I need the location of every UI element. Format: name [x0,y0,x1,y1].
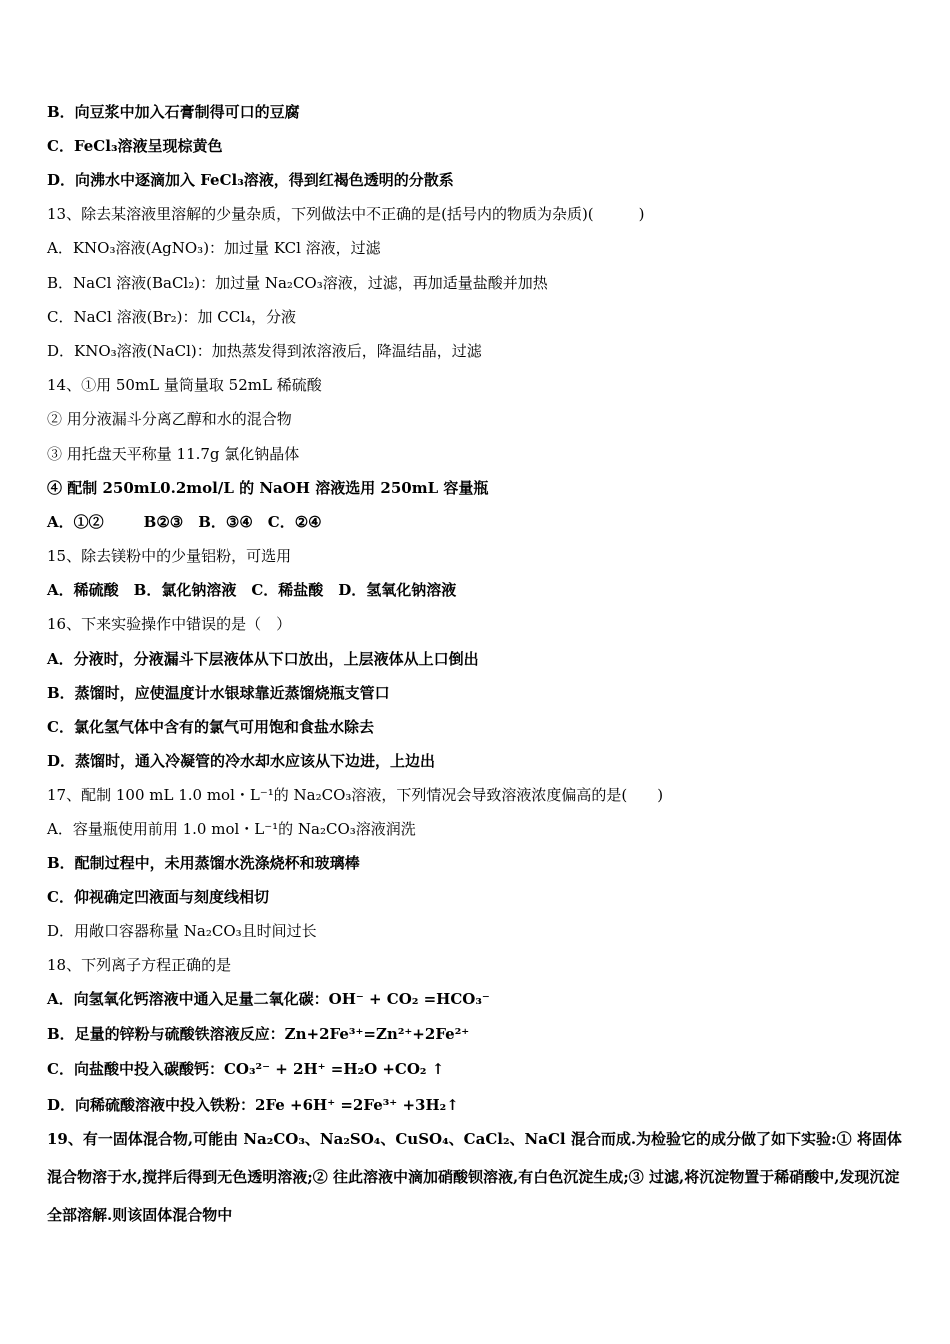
option-b-q13: B．NaCl 溶液(BaCl₂)：加过量 Na₂CO₃溶液，过滤，再加适量盐酸并加热 [47,274,548,292]
option-a-q18: A．向氢氧化钙溶液中通入足量二氧化碳：OH⁻ + CO₂ =HCO₃⁻ [47,990,490,1008]
option-d-q17: D．用敞口容器称量 Na₂CO₃且时间过长 [47,922,317,940]
option-a-q13: A．KNO₃溶液(AgNO₃)：加过量 KCl 溶液，过滤 [47,239,381,257]
options-q14 [47,512,907,532]
statement-4-q14: ④ 配制 250mL0.2mol/L 的 NaOH 溶液选用 250mL 容量瓶 [47,479,489,497]
option-a-q16: A．分液时，分液漏斗下层液体从下口放出，上层液体从上口倒出 [47,650,479,668]
question-18: 18、下列离子方程正确的是 [47,956,232,974]
option-c-q13: C．NaCl 溶液(Br₂)：加 CCl₄，分液 [47,308,297,326]
option-c-q17: C．仰视确定凹液面与刻度线相切 [47,888,269,906]
question-19: 19、有一固体混合物,可能由 Na₂CO₃、Na₂SO₄、CuSO₄、CaCl₂、NaCl 混合而成.为检验它的成分做了如下实验:① 将固体混合物溶于水,搅拌后得到无色透明溶液;② 往此溶液中滴加硝酸钡溶液,有白色沉淀生成;③ 过滤,将沉淀物置于稀硝酸中,发现沉淀全部溶解.则该固体混合物中 [47,1130,902,1224]
option-c-q18: C．向盐酸中投入碳酸钙：CO₃²⁻ + 2H⁺ =H₂O +CO₂ ↑ [47,1060,445,1078]
question-17: 17、配制 100 mL 1.0 mol・L⁻¹的 Na₂CO₃溶液，下列情况会导致溶液浓度偏高的是( ) [47,786,664,804]
option-d-q12: D．向沸水中逐滴加入 FeCl₃溶液，得到红褐色透明的分散系 [47,171,454,189]
question-13: 13、除去某溶液里溶解的少量杂质，下列做法中不正确的是(括号内的物质为杂质)( ) [47,205,645,223]
statement-2-q14: ② 用分液漏斗分离乙醇和水的混合物 [47,410,292,428]
options-bcd-q14: B②③ B．③④ C．②④ [143,513,322,531]
options-q15: A．稀硫酸 B．氯化钠溶液 C．稀盐酸 D．氢氧化钠溶液 [47,581,457,599]
statement-3-q14: ③ 用托盘天平称量 11.7g 氯化钠晶体 [47,445,300,463]
option-d-q16: D．蒸馏时，通入冷凝管的冷水却水应该从下边进，上边出 [47,752,436,770]
question-14: 14、①用 50mL 量筒量取 52mL 稀硫酸 [47,376,322,394]
option-b-q16: B．蒸馏时，应使温度计水银球靠近蒸馏烧瓶支管口 [47,684,390,702]
option-c-q16: C．氯化氢气体中含有的氯气可用饱和食盐水除去 [47,718,374,736]
option-b-q17: B．配制过程中，未用蒸馏水洗涤烧杯和玻璃棒 [47,854,360,872]
option-b-q12: B．向豆浆中加入石膏制得可口的豆腐 [47,103,300,121]
option-d-q13: D．KNO₃溶液(NaCl)：加热蒸发得到浓溶液后，降温结晶，过滤 [47,342,482,360]
option-a-q14: A．①② [47,513,104,531]
option-b-q18: B．足量的锌粉与硫酸铁溶液反应：Zn+2Fe³⁺=Zn²⁺+2Fe²⁺ [47,1025,470,1043]
question-15: 15、除去镁粉中的少量铝粉，可选用 [47,547,292,565]
option-a-q17: A．容量瓶使用前用 1.0 mol・L⁻¹的 Na₂CO₃溶液润洗 [47,820,416,838]
question-16: 16、下来实验操作中错误的是（ ） [47,615,292,633]
option-c-q12: C．FeCl₃溶液呈现棕黄色 [47,137,223,155]
option-d-q18: D．向稀硫酸溶液中投入铁粉：2Fe +6H⁺ =2Fe³⁺ +3H₂↑ [47,1096,459,1114]
